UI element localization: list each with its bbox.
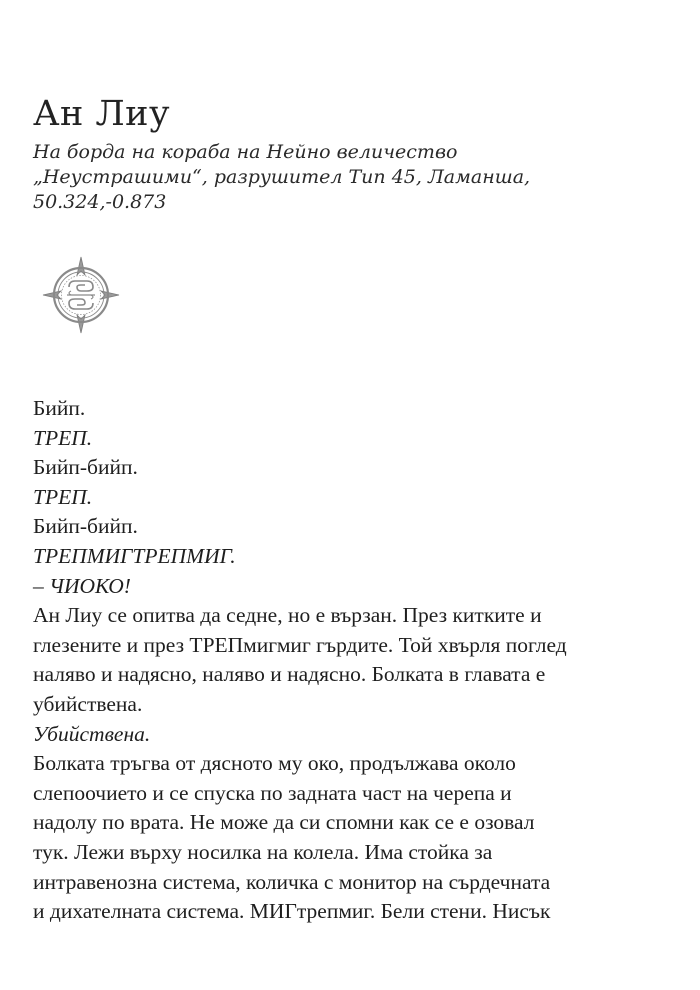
location-line: 50.324,-0.873: [33, 191, 167, 213]
text-line: и дихателната система. МИГтрепмиг. Бели стени. Нисък: [33, 899, 551, 924]
chapter-title: Ан Лиу: [33, 94, 171, 134]
text-line: Болката тръгва от дясното му око, продължава около: [33, 751, 516, 776]
text-line: интравенозна система, количка с монитор на сърдечната: [33, 869, 551, 894]
ornamental-compass-emblem-icon: [41, 255, 121, 335]
text-line: ТРЕПМИГТРЕПМИГ.: [33, 543, 236, 568]
book-page: [33, 0, 673, 990]
text-line: слепоочието и се спуска по задната част на черепа и: [33, 780, 512, 805]
text-line: надолу по врата. Не може да си спомни как се е озовал: [33, 810, 535, 835]
text-line: Бийп-бийп.: [33, 455, 138, 480]
location-line: „Неустрашими“, разрушител Тип 45, Ламанша,: [33, 166, 531, 188]
text-line: тук. Лежи върху носилка на колела. Има стойка за: [33, 839, 493, 864]
text-line: Убийствена.: [33, 721, 151, 746]
text-line: ТРЕП.: [33, 425, 93, 450]
text-line: Бийп.: [33, 396, 86, 420]
text-line: ТРЕП.: [33, 484, 93, 509]
text-line: убийствена.: [33, 691, 143, 716]
location-line: На борда на кораба на Нейно величество: [33, 141, 458, 163]
text-line: Бийп-бийп.: [33, 514, 138, 539]
text-line: Ан Лиу се опитва да седне, но е вързан. През китките и: [33, 603, 542, 628]
text-line: глезените и през ТРЕПмигмиг гърдите. Той хвърля поглед: [33, 632, 567, 657]
body-text: [33, 394, 673, 927]
text-line: наляво и надясно, наляво и надясно. Болката в главата е: [33, 662, 546, 687]
text-line: – ЧИОКО!: [33, 573, 131, 598]
chapter-location: [33, 140, 633, 215]
